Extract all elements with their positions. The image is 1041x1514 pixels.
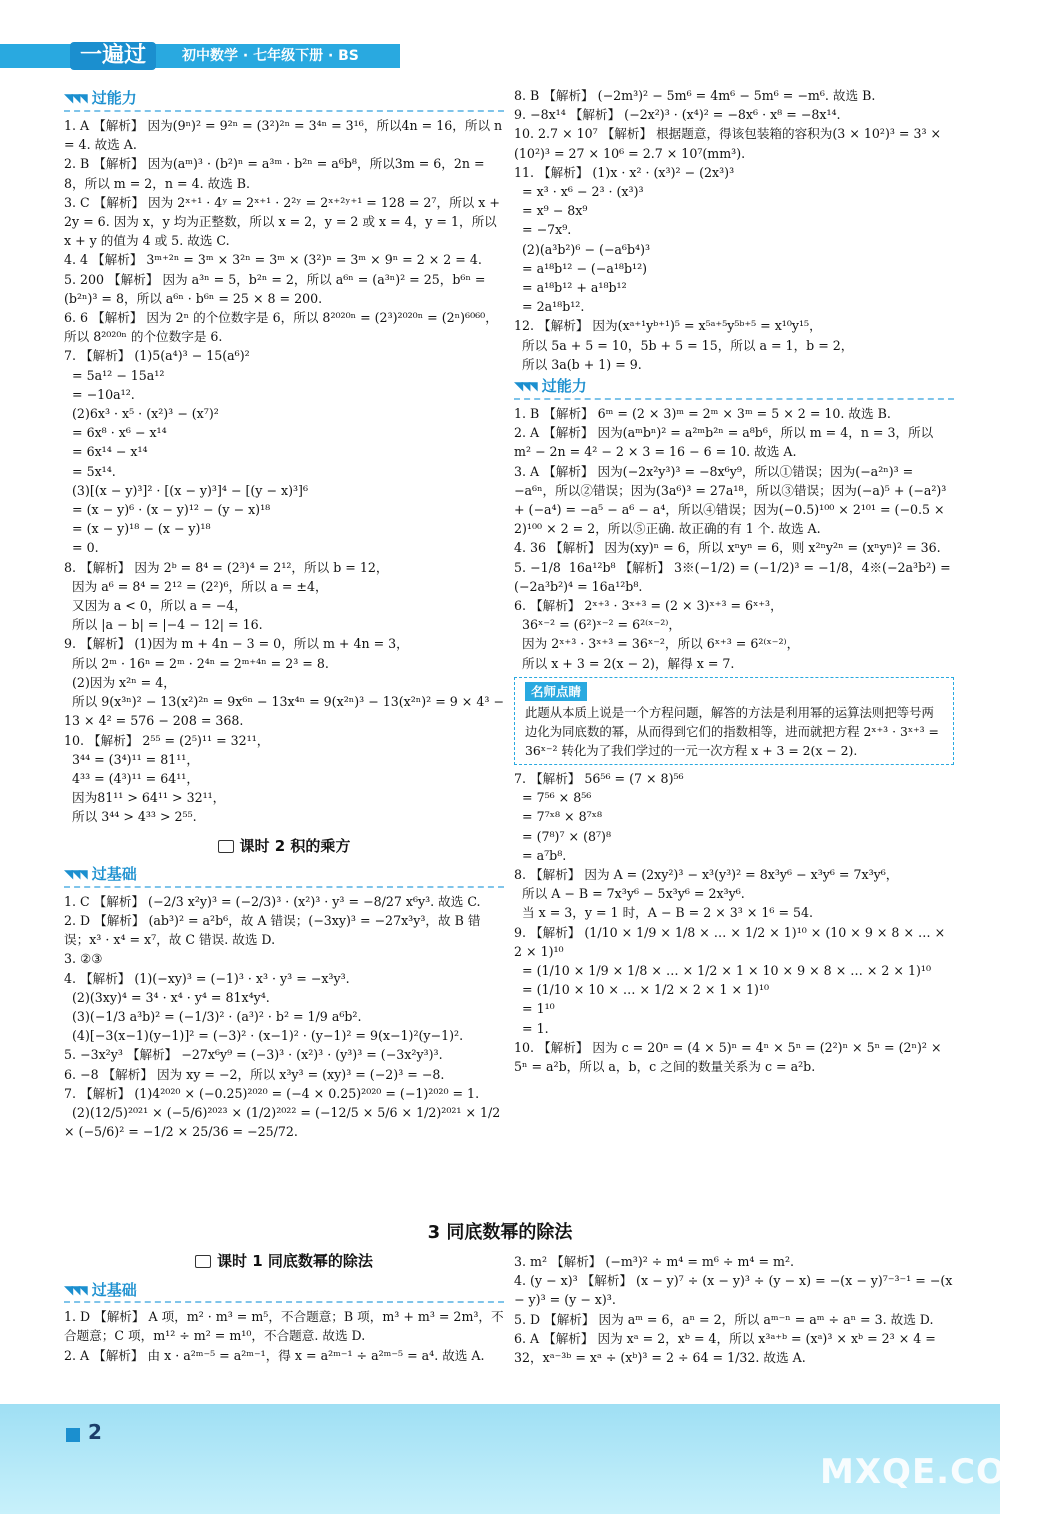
lesson-icon bbox=[218, 840, 234, 853]
bottom-left-column bbox=[64, 1252, 504, 1365]
left-column bbox=[64, 86, 507, 1141]
answer-item: 10. 【解析】 因为 c = 20ⁿ = (4 × 5)ⁿ = 4ⁿ × 5ⁿ = (2²)ⁿ × 5ⁿ = (2ⁿ)² × 5ⁿ = a²b，所以 a，b，c 之间的数量关系为 c = a²b. bbox=[514, 1039, 946, 1074]
answer-list bbox=[64, 892, 504, 1142]
answer-item: 6. 6 【解析】 因为 2ⁿ 的个位数字是 6，所以 8²⁰²⁰ⁿ = (2³)²⁰²⁰ⁿ = (2ⁿ)⁶⁰⁶⁰，所以 8²⁰²⁰ⁿ 的个位数字是 6. bbox=[64, 310, 498, 345]
bottom-right-column bbox=[514, 1252, 957, 1367]
page-marker-icon bbox=[66, 1428, 80, 1442]
lesson-icon bbox=[195, 1255, 211, 1268]
answer-item: 6. 【解析】 2ˣ⁺³ · 3ˣ⁺³ = (2 × 3)ˣ⁺³ = 6ˣ⁺³， 36ˣ⁻² = (6²)ˣ⁻² = 6²⁽ˣ⁻²⁾， 因为 2ˣ⁺³ · 3ˣ⁺³ = 36ˣ⁻²，所以 6ˣ⁺³ = 6²⁽ˣ⁻²⁾， 所以 x + 3 = 2(x − 2)，解得 x = 7. bbox=[514, 598, 800, 671]
answer-item: 1. C 【解析】 (−2/3 x²y)³ = (−2/3)³ · (x²)³ · y³ = −8/27 x⁶y³. 故选 C. bbox=[64, 893, 481, 909]
answer-item: 4. 【解析】 (1)(−xy)³ = (−1)³ · x³ · y³ = −x³y³. (2)(3xy)⁴ = 3⁴ · x⁴ · y⁴ = 81x⁴y⁴. (3)(−1/3 a³b)² = (−1/3)² · (a³)² · b² = 1/9 a⁶b². (4)[−3(x−1)(y−1)]² = (−3)² · (x−1)² · (y−1)² = 9(x−1)²(y−1)². bbox=[64, 970, 464, 1044]
wing-icon: ◥◥◥ bbox=[64, 1282, 86, 1297]
lesson-title: 课时 2 积的乘方 bbox=[64, 837, 504, 856]
answer-item: 8. 【解析】 因为 A = (2xy²)³ − x³(y³)² = 8x³y⁶ − x³y⁶ = 7x³y⁶， 所以 A − B = 7x³y⁶ − 5x³y⁶ = 2x³y⁶. 当 x = 3，y = 1 时，A − B = 2 × 3³ × 1⁶ = 54. bbox=[514, 866, 899, 921]
answer-item: 10. 2.7 × 10⁷ 【解析】 根据题意，得该包装箱的容积为(3 × 10²)³ = 3³ × (10²)³ = 27 × 10⁶ = 2.7 × 10⁷(mm³). bbox=[514, 126, 946, 161]
answer-item: 8. 【解析】 因为 2ᵇ = 8⁴ = (2³)⁴ = 2¹²，所以 b = 12， 因为 a⁶ = 8⁴ = 2¹² = (2²)⁶，所以 a = ±4， 又因为 a < 0，所以 a = −4， 所以 |a − b| = |−4 − 12| = 16. bbox=[64, 559, 389, 633]
answer-item: 9. 【解析】 (1/10 × 1/9 × 1/8 × … × 1/2 × 1)¹⁰ × (10 × 9 × 8 × … × 2 × 1)¹⁰ = (1/10 × 1/9 × 1/8 × … × 1/2 × 1 × 10 × 9 × 8 × … × 2 × 1)¹⁰ = (1/10 × 10 × … × 1/2 × 2 × 1 × 1)¹⁰ = 1¹⁰ = 1. bbox=[514, 924, 946, 1036]
answer-list bbox=[514, 86, 954, 374]
answer-item: 2. B 【解析】 因为(aᵐ)³ · (b²)ⁿ = a³ᵐ · b²ⁿ = a⁶b⁸，所以3m = 6，2n = 8，所以 m = 2，n = 4. 故选 B. bbox=[64, 156, 489, 191]
answer-item: 6. −8 【解析】 因为 xy = −2，所以 x³y³ = (xy)³ = (−2)³ = −8. bbox=[64, 1066, 445, 1082]
answer-item: 2. A 【解析】 因为(aᵐbⁿ)² = a²ᵐb²ⁿ = a⁸b⁶，所以 m = 4，n = 3，所以 m² − 2n = 4² − 2 × 3 = 16 − 6 = 10. 故选 A. bbox=[514, 425, 938, 460]
lesson-title: 课时 1 同底数幂的除法 bbox=[64, 1252, 504, 1271]
answer-item: 3. C 【解析】 因为 2ˣ⁺¹ · 4ʸ = 2ˣ⁺¹ · 2²ʸ = 2ˣ⁺²ʸ⁺¹ = 128 = 2⁷，所以 x + 2y = 6. 因为 x，y 均为正整数，所以 x = 2，y = 2 或 x = 4，y = 1，所以 x + y 的值为 4 或 5. 故选 C. bbox=[64, 194, 504, 249]
answer-item: 12. 【解析】 因为(xᵃ⁺¹yᵇ⁺¹)⁵ = x⁵ᵃ⁺⁵y⁵ᵇ⁺⁵ = x¹⁰y¹⁵， 所以 5a + 5 = 10，5b + 5 = 15，所以 a = 1，b = 2， 所以 3a(b + 1) = 9. bbox=[514, 318, 854, 372]
section-heading-basic: ◥◥◥ 过基础 bbox=[64, 864, 504, 888]
answer-item: 5. 200 【解析】 因为 a³ⁿ = 5，b²ⁿ = 2，所以 a⁶ⁿ = (a³ⁿ)² = 25，b⁶ⁿ = (b²ⁿ)³ = 8，所以 a⁶ⁿ · b⁶ⁿ = 25 × 8 = 200. bbox=[64, 271, 490, 306]
chapter-title: 3 同底数幂的除法 bbox=[427, 1222, 573, 1243]
watermark: MXQE.COM bbox=[820, 1452, 1041, 1492]
answer-item: 6. A 【解析】 因为 xᵃ = 2，xᵇ = 4，所以 x³ᵃ⁺ᵇ = (xᵃ)³ × xᵇ = 2³ × 4 = 32，xᵃ⁻³ᵇ = xᵃ ÷ (xᵇ)³ = 2 ÷ 64 = 1/32. 故选 A. bbox=[514, 1330, 940, 1366]
answer-item: 1. A 【解析】 因为(9ⁿ)² = 9²ⁿ = (3²)²ⁿ = 3⁴ⁿ = 3¹⁶，所以4n = 16，所以 n = 4. 故选 A. bbox=[64, 118, 507, 153]
answer-item: 8. B 【解析】 (−2m³)² − 5m⁶ = 4m⁶ − 5m⁶ = −m⁶. 故选 B. bbox=[514, 88, 876, 103]
answer-item: 5. D 【解析】 因为 aᵐ = 6，aⁿ = 2，所以 aᵐ⁻ⁿ = aᵐ ÷ aⁿ = 3. 故选 D. bbox=[514, 1311, 934, 1327]
answer-item: 1. D 【解析】 A 项，m² · m³ = m⁵，不合题意；B 项，m³ + m³ = 2m³，不合题意；C 项，m¹² ÷ m² = m¹⁰，不合题意. 故选 D. bbox=[64, 1309, 504, 1344]
answer-item: 7. 【解析】 (1)4²⁰²⁰ × (−0.25)²⁰²⁰ = (−4 × 0.25)²⁰²⁰ = (−1)²⁰²⁰ = 1. (2)(12/5)²⁰²¹ × (−5/6)²⁰²³ × (1/2)²⁰²² = (−12/5 × 5/6 × 1/2)²⁰²¹ × 1/2 × (−5/6)² = −1/2 × 25/36 = −25/72. bbox=[64, 1085, 501, 1140]
tip-text: 此题从本质上说是一个方程问题，解答的方法是利用幂的运算法则把等号两边化为同底数的幂，从而得到它们的指数相等，进而就把方程 2ˣ⁺³ · 3ˣ⁺³ = 36ˣ⁻² 转化为了我们学过的一元一次方程 x + 3 = 2(x − 2). bbox=[525, 704, 939, 758]
course-title: 初中数学 · 七年级下册 · BS bbox=[182, 48, 359, 64]
answer-item: 11. 【解析】 (1)x · x² · (x³)² − (2x³)³ = x³ · x⁶ − 2³ · (x³)³ = x⁹ − 8x⁹ = −7x⁹. (2)(a³b²)⁶ − (−a⁶b⁴)³ = a¹⁸b¹² − (−a¹⁸b¹²) = a¹⁸b¹² + a¹⁸b¹² = 2a¹⁸b¹². bbox=[514, 164, 735, 315]
section-heading-ability: ◥◥◥ 过能力 bbox=[64, 88, 504, 112]
page-header bbox=[0, 0, 1000, 80]
answer-item: 10. 【解析】 2⁵⁵ = (2⁵)¹¹ = 32¹¹， 3⁴⁴ = (3⁴)¹¹ = 81¹¹， 4³³ = (4³)¹¹ = 64¹¹， 因为81¹¹ > 64¹¹ > 32¹¹， 所以 3⁴⁴ > 4³³ > 2⁵⁵. bbox=[64, 732, 270, 825]
answer-item: 2. D 【解析】 (ab³)² = a²b⁶，故 A 错误；(−3xy)³ = −27x³y³，故 B 错误；x³ · x⁴ = x⁷，故 C 错误. 故选 D. bbox=[64, 912, 481, 948]
wing-icon: ◥◥◥ bbox=[514, 379, 536, 394]
answer-list bbox=[514, 769, 954, 1076]
answer-item: 4. (y − x)³ 【解析】 (x − y)⁷ ÷ (x − y)³ ÷ (y − x) = −(x − y)⁷⁻³⁻¹ = −(x − y)³ = (y − x)³. bbox=[514, 1273, 957, 1308]
section-heading-basic: ◥◥◥ 过基础 bbox=[64, 1279, 504, 1303]
tip-label: 名师点睛 bbox=[525, 682, 587, 701]
answer-item: 5. −1/8 16a¹²b⁸ 【解析】 3※(−1/2) = (−1/2)³ = −1/8，4※(−2a³b²) = (−2a³b²)⁴ = 16a¹²b⁸. bbox=[514, 559, 955, 594]
brand-logo: 一遍过 bbox=[70, 42, 156, 70]
answer-item: 7. 【解析】 (1)5(a⁴)³ − 15(a⁶)² = 5a¹² − 15a¹² = −10a¹². (2)6x³ · x⁵ · (x²)³ − (x⁷)² = 6x⁸ · x⁶ − x¹⁴ = 6x¹⁴ − x¹⁴ = 5x¹⁴. (3)[(x − y)³]² · [(x − y)³]⁴ − [(y − x)³]⁶ = (x − y)⁶ · (x − y)¹² − (y − x)¹⁸ = (x − y)¹⁸ − (x − y)¹⁸ = 0. bbox=[64, 348, 309, 556]
answer-item: 4. 4 【解析】 3ᵐ⁺²ⁿ = 3ᵐ × 3²ⁿ = 3ᵐ × (3²)ⁿ = 3ᵐ × 9ⁿ = 2 × 2 = 4. bbox=[64, 252, 482, 268]
answer-item: 4. 36 【解析】 因为(xy)ⁿ = 6，所以 xⁿyⁿ = 6，则 x²ⁿy²ⁿ = (xⁿyⁿ)² = 36. bbox=[514, 540, 941, 556]
answer-item: 1. B 【解析】 6ᵐ = (2 × 3)ᵐ = 2ᵐ × 3ᵐ = 5 × 2 = 10. 故选 B. bbox=[514, 406, 891, 422]
answer-item: 2. A 【解析】 由 x · a²ᵐ⁻⁵ = a²ᵐ⁻¹，得 x = a²ᵐ⁻¹ ÷ a²ᵐ⁻⁵ = a⁴. 故选 A. bbox=[64, 1347, 485, 1363]
answer-list bbox=[514, 1252, 957, 1367]
right-column bbox=[514, 86, 954, 1076]
wing-icon: ◥◥◥ bbox=[64, 867, 86, 882]
answer-item: 9. 【解析】 (1)因为 m + 4n − 3 = 0，所以 m + 4n = 3， 所以 2ᵐ · 16ⁿ = 2ᵐ · 2⁴ⁿ = 2ᵐ⁺⁴ⁿ = 2³ = 8. (2)因为 x²ⁿ = 4， 所以 9(x³ⁿ)² − 13(x²)²ⁿ = 9x⁶ⁿ − 13x⁴ⁿ = 9(x²ⁿ)³ − 13(x²ⁿ)² = 9 × 4³ − 13 × 4² = 576 − 208 = 368. bbox=[64, 636, 504, 729]
page-number: 2 bbox=[88, 1420, 102, 1444]
answer-list bbox=[64, 116, 507, 827]
section-heading-ability: ◥◥◥ 过能力 bbox=[514, 376, 954, 400]
answer-item: 7. 【解析】 56⁵⁶ = (7 × 8)⁵⁶ = 7⁵⁶ × 8⁵⁶ = 7⁷ˣ⁸ × 8⁷ˣ⁸ = (7⁸)⁷ × (8⁷)⁸ = a⁷b⁸. bbox=[514, 770, 684, 863]
answer-list bbox=[64, 1307, 504, 1365]
answer-item: 9. −8x¹⁴ 【解析】 (−2x²)³ · (x⁴)² = −8x⁶ · x⁸ = −8x¹⁴. bbox=[514, 107, 841, 123]
answer-item: 5. −3x²y³ 【解析】 −27x⁶y⁹ = (−3)³ · (x²)³ · (y³)³ = (−3x²y³)³. bbox=[64, 1047, 443, 1063]
answer-list bbox=[514, 404, 954, 673]
answer-item: 3. m² 【解析】 (−m³)² ÷ m⁴ = m⁶ ÷ m⁴ = m². bbox=[514, 1254, 795, 1269]
answer-item: 3. A 【解析】 因为(−2x²y³)³ = −8x⁶y⁹，所以①错误；因为(−a²ⁿ)³ = −a⁶ⁿ，所以②错误；因为(3a⁶)³ = 27a¹⁸，所以③错误；因为(−a)⁵ + (−a²)³ + (−a⁴) = −a⁵ − a⁶ − a⁴，所以④错误；因为(−0.5)¹⁰⁰ × 2¹⁰¹ = (−0.5 × 2)¹⁰⁰ × 2 = 2，所以⑤正确. 故正确的有 1 个. 故选 A. bbox=[514, 463, 951, 537]
answer-item: 3. ②③ bbox=[64, 951, 103, 967]
wing-icon: ◥◥◥ bbox=[64, 91, 86, 106]
teacher-tip-box bbox=[514, 677, 954, 765]
